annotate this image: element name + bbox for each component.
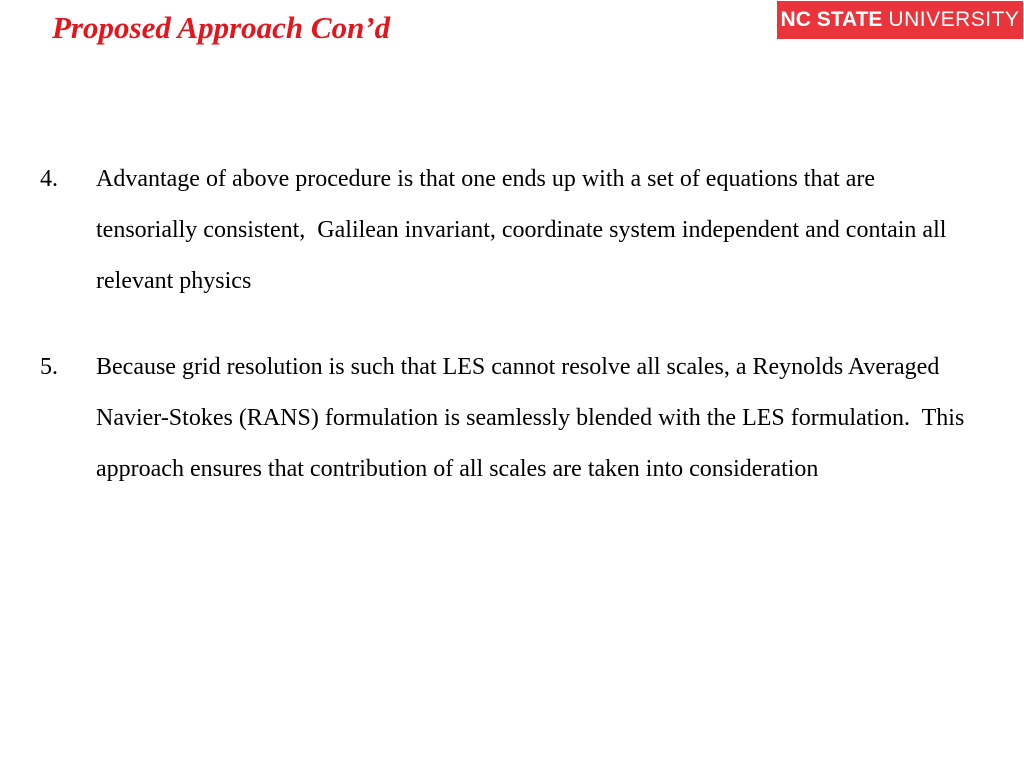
university-logo [777,1,1023,39]
list-item [40,154,980,307]
list-item-number: 4. [40,166,58,192]
list-item-text: Advantage of above procedure is that one ends up with a set of equations that are tensorially consistent, Galilean invariant, coordinate system independent and contain all relevant physics [96,166,953,294]
list-item-text: Because grid resolution is such that LES cannot resolve all scales, a Reynolds Averaged Navier-Stokes (RANS) formulation is seamlessly blended with the LES formulation. This approach ensures that contribution of all scales are taken into consideration [96,354,971,482]
slide-title: Proposed Approach Con’d [52,10,391,45]
logo-bold-text: NC STATE [780,8,883,31]
list-item-number: 5. [40,354,58,380]
list-item [40,342,980,495]
logo-thin-text: UNIVERSITY [888,8,1020,31]
numbered-list [40,154,980,495]
